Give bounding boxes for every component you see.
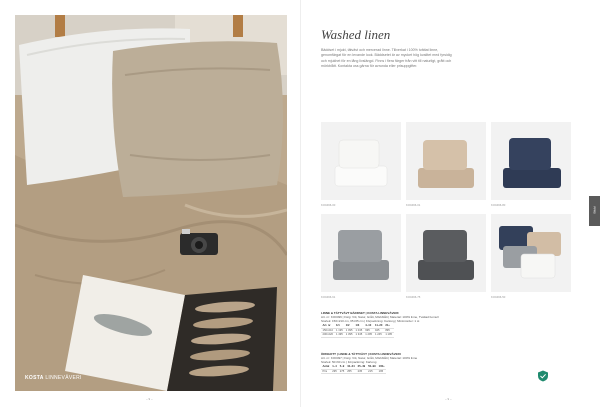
table-cell: 100+ — [378, 365, 385, 368]
table-cell: 50–99 — [368, 365, 376, 368]
table-cell: 195 — [377, 369, 386, 374]
product-tile-grey[interactable] — [321, 214, 401, 292]
table-cell: 1 295 — [365, 333, 372, 337]
sku-label: KO0496-75 — [406, 295, 421, 299]
product-tile-charcoal[interactable] — [406, 214, 486, 292]
photo-caption — [25, 375, 82, 381]
table-row — [321, 333, 394, 338]
product-tile-navy[interactable] — [491, 122, 571, 200]
table-cell: 945 — [373, 328, 383, 333]
table-cell: 995 — [364, 328, 374, 333]
sku-label: KO0496-50 — [491, 295, 506, 299]
sku-label: KO0496-00 — [321, 203, 336, 207]
price-table — [321, 365, 386, 374]
table-cell: 215 — [367, 369, 377, 374]
table-cell: 4–10 — [364, 324, 374, 328]
table-cell: Pris — [321, 369, 331, 374]
table-cell: 1 095 — [345, 328, 353, 332]
table-cell: 895 — [384, 328, 394, 333]
product-tile-mixed[interactable] — [491, 214, 571, 292]
table-cell: 1–4 — [332, 365, 337, 368]
product-tile-natural[interactable] — [406, 122, 486, 200]
table-cell: 1 245 — [373, 333, 383, 338]
caption-rest: LINNEVÄVERI — [43, 375, 82, 381]
left-page-number: – 9 – — [146, 397, 153, 401]
table-row — [321, 369, 386, 374]
spec-title: ÖRNGOTT | LINNE & TÄTTVÄVT | KOSTA LINNEVÄVERI — [321, 352, 401, 356]
table-cell: 1 045 — [355, 328, 363, 332]
table-cell: 1 345 — [355, 333, 363, 337]
eco-badge-icon — [537, 369, 549, 381]
table-cell: Antal — [322, 365, 330, 368]
section-tab-label: Bädd — [592, 206, 597, 214]
sku-label: KO0496-61 — [321, 295, 336, 299]
spec-block-duvet — [321, 311, 471, 338]
table-cell: 5–9 — [339, 365, 345, 368]
table-cell: 1 495 — [336, 333, 343, 337]
table-cell: 150×210 — [322, 328, 334, 332]
table-cell: 295 — [332, 369, 337, 373]
sku-label: KO0496-01 — [406, 203, 421, 207]
table-cell: 200×220 — [322, 333, 334, 337]
table-cell: 25–49 — [357, 365, 366, 368]
spec-desc: Art. nr: KO0497 | Färg: Vitt, Natur, Grått, Mörkblått | Material: 100% linne — [321, 356, 418, 360]
table-cell: 1 395 — [345, 333, 353, 337]
table-cell: 1 195 — [336, 328, 343, 332]
table-cell: 255 — [346, 369, 356, 374]
spec-desc: Art. nr: KO0496 | Färg: Vitt, Natur, Grått, Mörkblått | Material: 100% linne, Tvättad bomull — [321, 315, 439, 319]
intro-text: Bäddset i mjukt, tätvävt och mercerad linne. Tillverkat i 100% tvättat linne, genomfärgat för en levande look. Bäddsetet är av mycket hög kvalitet med fyrsidig och mjukhet för en lång livslängd. Finns i flera färger från vitt till naturligt, grått och mörkblått. Kontakta oss gärna för avrunda eller prisuppgifter. — [321, 48, 452, 68]
table-cell: 21+ — [384, 324, 394, 328]
section-tab[interactable] — [589, 196, 600, 226]
table-cell: 275 — [339, 369, 345, 373]
sku-label: KO0496-80 — [491, 203, 506, 207]
spec-block-pillowcase — [321, 352, 471, 374]
page-heading: Washed linen — [321, 27, 391, 42]
table-cell: 1/2 — [344, 324, 354, 328]
spec-desc-2: Storlek: 150×210 cm, 65×65 cm | Förpackning: Kartong | Minimiorder: 1 st — [321, 319, 420, 323]
table-cell: 1/3 — [354, 324, 364, 328]
table-cell: 235 — [356, 369, 366, 374]
spec-desc-2: Storlek: 50×60 cm | Förpackning: Kartong — [321, 360, 377, 364]
product-tile-white[interactable] — [321, 122, 401, 200]
right-page-number: – 9 – — [445, 397, 452, 401]
table-cell: Art. nr — [321, 324, 335, 328]
table-cell: 1/1 — [335, 324, 345, 328]
table-cell: 10–24 — [347, 365, 355, 368]
bedroom-photo — [15, 15, 287, 391]
spine — [300, 0, 301, 407]
table-cell: 1 195 — [385, 333, 393, 337]
table-cell: 11–20 — [374, 324, 383, 327]
product-grid — [321, 122, 572, 300]
price-table — [321, 324, 394, 338]
spec-title: LINNE & TÄTTVÄVT BÄDDSET | KOSTA LINNEVÄVERI — [321, 311, 399, 315]
caption-brand: KOSTA — [25, 375, 44, 381]
